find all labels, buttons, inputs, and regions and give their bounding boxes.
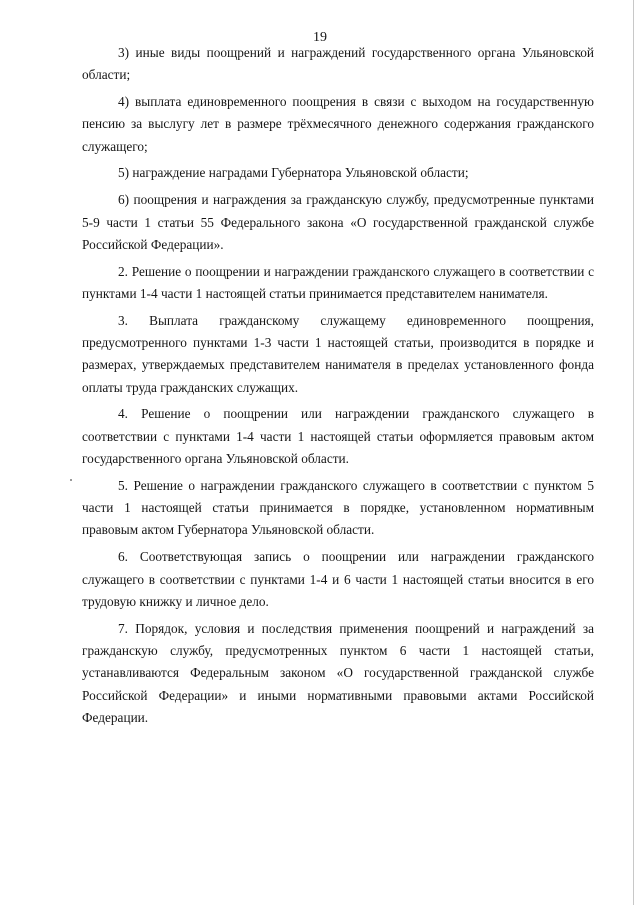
paragraph-item-3: 3) иные виды поощрений и награждений государственного органа Ульяновской области; <box>82 45 594 83</box>
paragraph-part-7: 7. Порядок, условия и последствия применения поощрений и награждений за гражданскую службу, предусмотренных пунктом 6 части 1 настоящей статьи, устанавливаются Федеральным законом «О государственной гражданской службе Российской Федерации» и иными нормативными правовыми актами Российской Федерации. <box>82 620 594 725</box>
paragraph-item-4: 4) выплата единовременного поощрения в связи с выходом на государственную пенсию за выслугу лет в размере трёхмесячного денежного содержания гражданского служащего; <box>82 94 594 154</box>
paragraph-part-6: 6. Соответствующая запись о поощрении или награждении гражданского служащего в соответствии с пунктами 1-4 и 6 части 1 настоящей статьи вносится в его трудовую книжку и личное дело. <box>82 549 594 609</box>
paragraph-part-3: 3. Выплата гражданскому служащему единовременного поощрения, предусмотренного пунктами 1-3 части 1 настоящей статьи, производится в порядке и размерах, утверждаемых представителем нанимателя в пределах установленного фонда оплаты труда гражданских служащих. <box>82 312 594 395</box>
paragraph-part-2: 2. Решение о поощрении и награждении гражданского служащего в соответствии с пунктами 1-4 части 1 настоящей статьи принимается представителем нанимателя. <box>82 263 594 301</box>
paragraph-part-4: 4. Решение о поощрении или награждении гражданского служащего в соответствии с пунктами 1-4 части 1 настоящей статьи оформляется правовым актом государственного органа Ульяновской области. <box>82 406 594 467</box>
paragraph-item-5: 5) награждение наградами Губернатора Ульяновской области; <box>118 165 469 181</box>
page-number: 19 <box>313 30 327 45</box>
page-edge-line <box>633 0 634 905</box>
paragraph-item-6: 6) поощрения и награждения за гражданскую службу, предусмотренные пунктами 5-9 части 1 статьи 55 Федерального закона «О государственной гражданской службе Российской Федерации». <box>82 192 594 252</box>
document-body <box>82 42 594 729</box>
paragraph-part-5: 5. Решение о награждении гражданского служащего в соответствии с пунктом 5 части 1 настоящей статьи принимается в порядке, установленном нормативным правовым актом Губернатора Ульяновской области. <box>82 477 594 538</box>
scan-speck <box>70 479 72 481</box>
